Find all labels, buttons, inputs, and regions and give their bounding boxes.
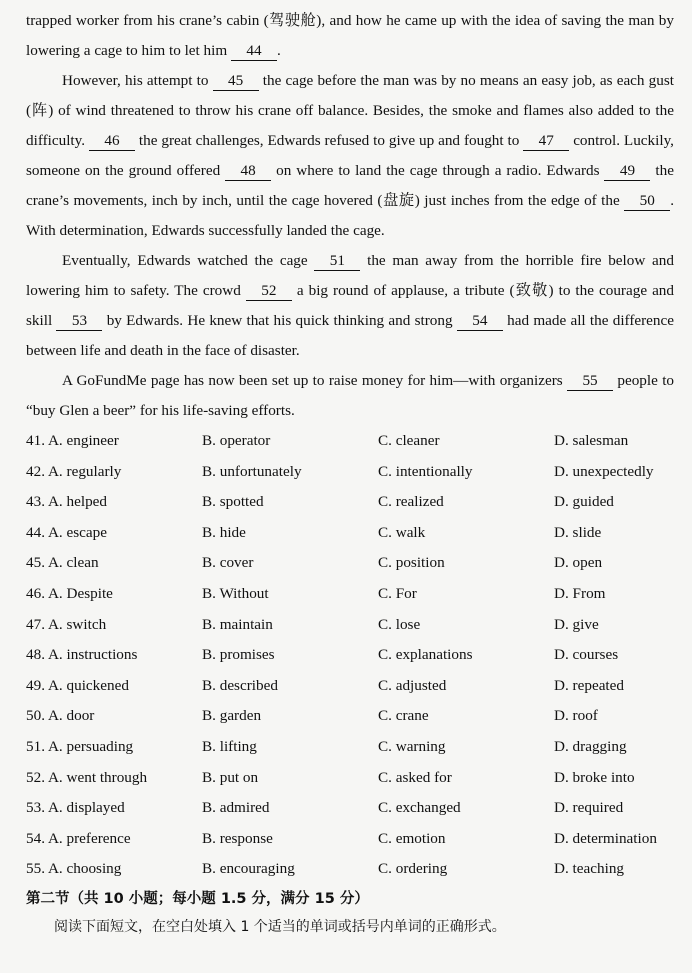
option-b: B. unfortunately [202, 462, 302, 480]
option-d: D. slide [554, 523, 602, 541]
option-a: A. went through [47, 768, 148, 786]
question-row [26, 701, 674, 732]
option-c: C. cleaner [378, 432, 440, 449]
question-number: 45. [26, 554, 45, 572]
question-row [26, 854, 674, 885]
option-d: D. From [554, 584, 606, 602]
option-a: A. displayed [47, 799, 125, 817]
option-d: D. guided [554, 493, 614, 511]
option-a: A. instructions [47, 646, 138, 664]
option-b: B. encouraging [202, 860, 295, 878]
option-d: D. required [554, 799, 624, 817]
option-d: D. determination [554, 829, 657, 847]
passage-text: had made all the difference between life and death in the face of disaster. [26, 312, 675, 359]
option-c: C. exchanged [378, 799, 461, 817]
passage-text: the cage before the man was by no means an easy job, as each gust (阵) of wind threatened to throw his crane off balance. Besides, the smoke and flames also added to the difficulty. [26, 72, 674, 149]
option-a-cell [26, 610, 202, 641]
question-number: 43. [26, 493, 45, 511]
option-a: A. Despite [47, 584, 113, 602]
option-a-cell [26, 763, 202, 794]
passage-text: the crane’s movements, inch by inch, until the cage hovered (盘旋) just inches from the edge of the [26, 162, 674, 209]
section-title: 第二节（共 10 小题；每小题 1.5 分，满分 15 分） [26, 890, 369, 907]
option-a-cell [26, 854, 202, 885]
option-c: C. emotion [378, 829, 446, 847]
question-row [26, 610, 674, 641]
option-a-cell [26, 548, 202, 579]
option-c: C. lose [378, 615, 421, 633]
option-b: B. operator [202, 432, 271, 449]
option-a: A. persuading [47, 737, 134, 755]
option-a-cell [26, 457, 202, 488]
option-a: A. quickened [47, 676, 129, 694]
option-a-cell [26, 426, 202, 457]
passage-text: . With determination, Edwards successfully landed the cage. [26, 192, 674, 239]
option-a: A. choosing [47, 860, 122, 878]
option-a-cell [26, 824, 202, 855]
cloze-blank: 52 [246, 282, 292, 301]
cloze-blank: 46 [89, 132, 135, 151]
passage-text: control. Luckily, someone on the ground offered [26, 132, 674, 179]
cloze-passage [26, 6, 674, 426]
cloze-blank: 53 [56, 312, 102, 331]
question-row [26, 671, 674, 702]
option-d: D. open [554, 554, 603, 572]
passage-text: the great challenges, Edwards refused to give up and fought to [134, 132, 524, 149]
option-d: D. teaching [554, 860, 625, 878]
option-c: C. crane [378, 707, 429, 725]
answer-options [26, 426, 674, 885]
passage-paragraph [26, 66, 674, 246]
question-row [26, 426, 674, 457]
passage-paragraph [26, 246, 674, 366]
option-c: C. warning [378, 737, 446, 755]
question-row [26, 793, 674, 824]
passage-paragraph [26, 6, 674, 66]
option-a-cell [26, 671, 202, 702]
option-a: A. door [47, 707, 95, 725]
option-b: B. hide [202, 523, 246, 541]
option-a-cell [26, 579, 202, 610]
question-number: 41. [26, 432, 45, 449]
question-row [26, 824, 674, 855]
cloze-blank: 54 [457, 312, 503, 331]
passage-text: Eventually, Edwards watched the cage [62, 252, 315, 269]
option-a: A. engineer [47, 432, 119, 449]
option-d: D. courses [554, 646, 619, 664]
question-number: 53. [26, 799, 45, 817]
question-number: 54. [26, 829, 45, 847]
cloze-blank: 49 [604, 162, 650, 181]
question-number: 48. [26, 646, 45, 664]
option-b: B. lifting [202, 737, 257, 755]
option-c: C. asked for [378, 768, 452, 786]
option-b: B. promises [202, 646, 275, 664]
option-c: C. adjusted [378, 676, 447, 694]
cloze-blank: 55 [567, 372, 613, 391]
option-a: A. clean [47, 554, 99, 572]
question-number: 55. [26, 860, 45, 878]
section-instruction: 阅读下面短文，在空白处填入 1 个适当的单词或括号内单词的正确形式。 [54, 918, 506, 935]
option-a-cell [26, 793, 202, 824]
option-c: C. position [378, 554, 445, 572]
option-b: B. spotted [202, 493, 264, 511]
cloze-blank: 48 [225, 162, 271, 181]
passage-paragraph [26, 366, 674, 426]
question-number: 51. [26, 737, 45, 755]
option-d: D. broke into [554, 768, 635, 786]
option-a-cell [26, 732, 202, 763]
passage-text: people to “buy Glen a beer” for his life-saving efforts. [26, 372, 675, 419]
question-number: 49. [26, 676, 45, 694]
option-d: D. repeated [554, 676, 624, 694]
question-row [26, 579, 674, 610]
option-c: C. For [378, 584, 417, 602]
option-a: A. preference [47, 829, 131, 847]
option-a: A. escape [47, 523, 107, 541]
option-c: C. realized [378, 493, 444, 511]
question-row [26, 457, 674, 488]
option-d: D. unexpectedly [554, 462, 654, 480]
question-row [26, 732, 674, 763]
option-a-cell [26, 487, 202, 518]
option-d: D. roof [554, 707, 598, 725]
passage-text: a big round of applause, a tribute (致敬) to the courage and skill [26, 282, 674, 329]
question-number: 47. [26, 615, 45, 633]
option-b: B. described [202, 676, 278, 694]
question-number: 50. [26, 707, 45, 725]
option-a: A. helped [47, 493, 107, 511]
option-c: C. walk [378, 523, 426, 541]
option-d: D. dragging [554, 737, 627, 755]
cloze-blank: 45 [213, 72, 259, 91]
passage-text: by Edwards. He knew that his quick thinking and strong [102, 312, 457, 329]
option-a: A. regularly [47, 462, 122, 480]
option-d: D. salesman [554, 432, 629, 449]
passage-text: trapped worker from his crane’s cabin (驾驶舱), and how he came up with the idea of saving the man by lowering a cage to him to let him [26, 12, 674, 59]
option-c: C. ordering [378, 860, 448, 878]
question-row [26, 518, 674, 549]
option-b: B. maintain [202, 615, 273, 633]
option-b: B. cover [202, 554, 254, 572]
question-row [26, 548, 674, 579]
passage-text: the man away from the horrible fire below and lowering him to safety. The crowd [26, 252, 674, 299]
option-b: B. Without [202, 584, 269, 602]
passage-text: A GoFundMe page has now been set up to raise money for him—with organizers [62, 372, 568, 389]
passage-text: . [276, 42, 281, 59]
option-a: A. switch [47, 615, 107, 633]
option-c: C. intentionally [378, 462, 473, 480]
question-number: 42. [26, 462, 45, 480]
question-row [26, 763, 674, 794]
option-a-cell [26, 640, 202, 671]
question-row [26, 640, 674, 671]
option-a-cell [26, 518, 202, 549]
cloze-blank: 51 [314, 252, 360, 271]
option-b: B. garden [202, 707, 262, 725]
option-b: B. put on [202, 768, 259, 786]
question-number: 46. [26, 584, 45, 602]
cloze-blank: 44 [231, 42, 277, 61]
option-a-cell [26, 701, 202, 732]
question-number: 44. [26, 523, 45, 541]
cloze-blank: 50 [624, 192, 670, 211]
question-number: 52. [26, 768, 45, 786]
question-row [26, 487, 674, 518]
passage-text: on where to land the cage through a radio. Edwards [271, 162, 605, 179]
passage-text: However, his attempt to [62, 72, 213, 89]
option-d: D. give [554, 615, 599, 633]
option-b: B. admired [202, 799, 270, 817]
option-b: B. response [202, 829, 273, 847]
option-c: C. explanations [378, 646, 473, 664]
cloze-blank: 47 [523, 132, 569, 151]
